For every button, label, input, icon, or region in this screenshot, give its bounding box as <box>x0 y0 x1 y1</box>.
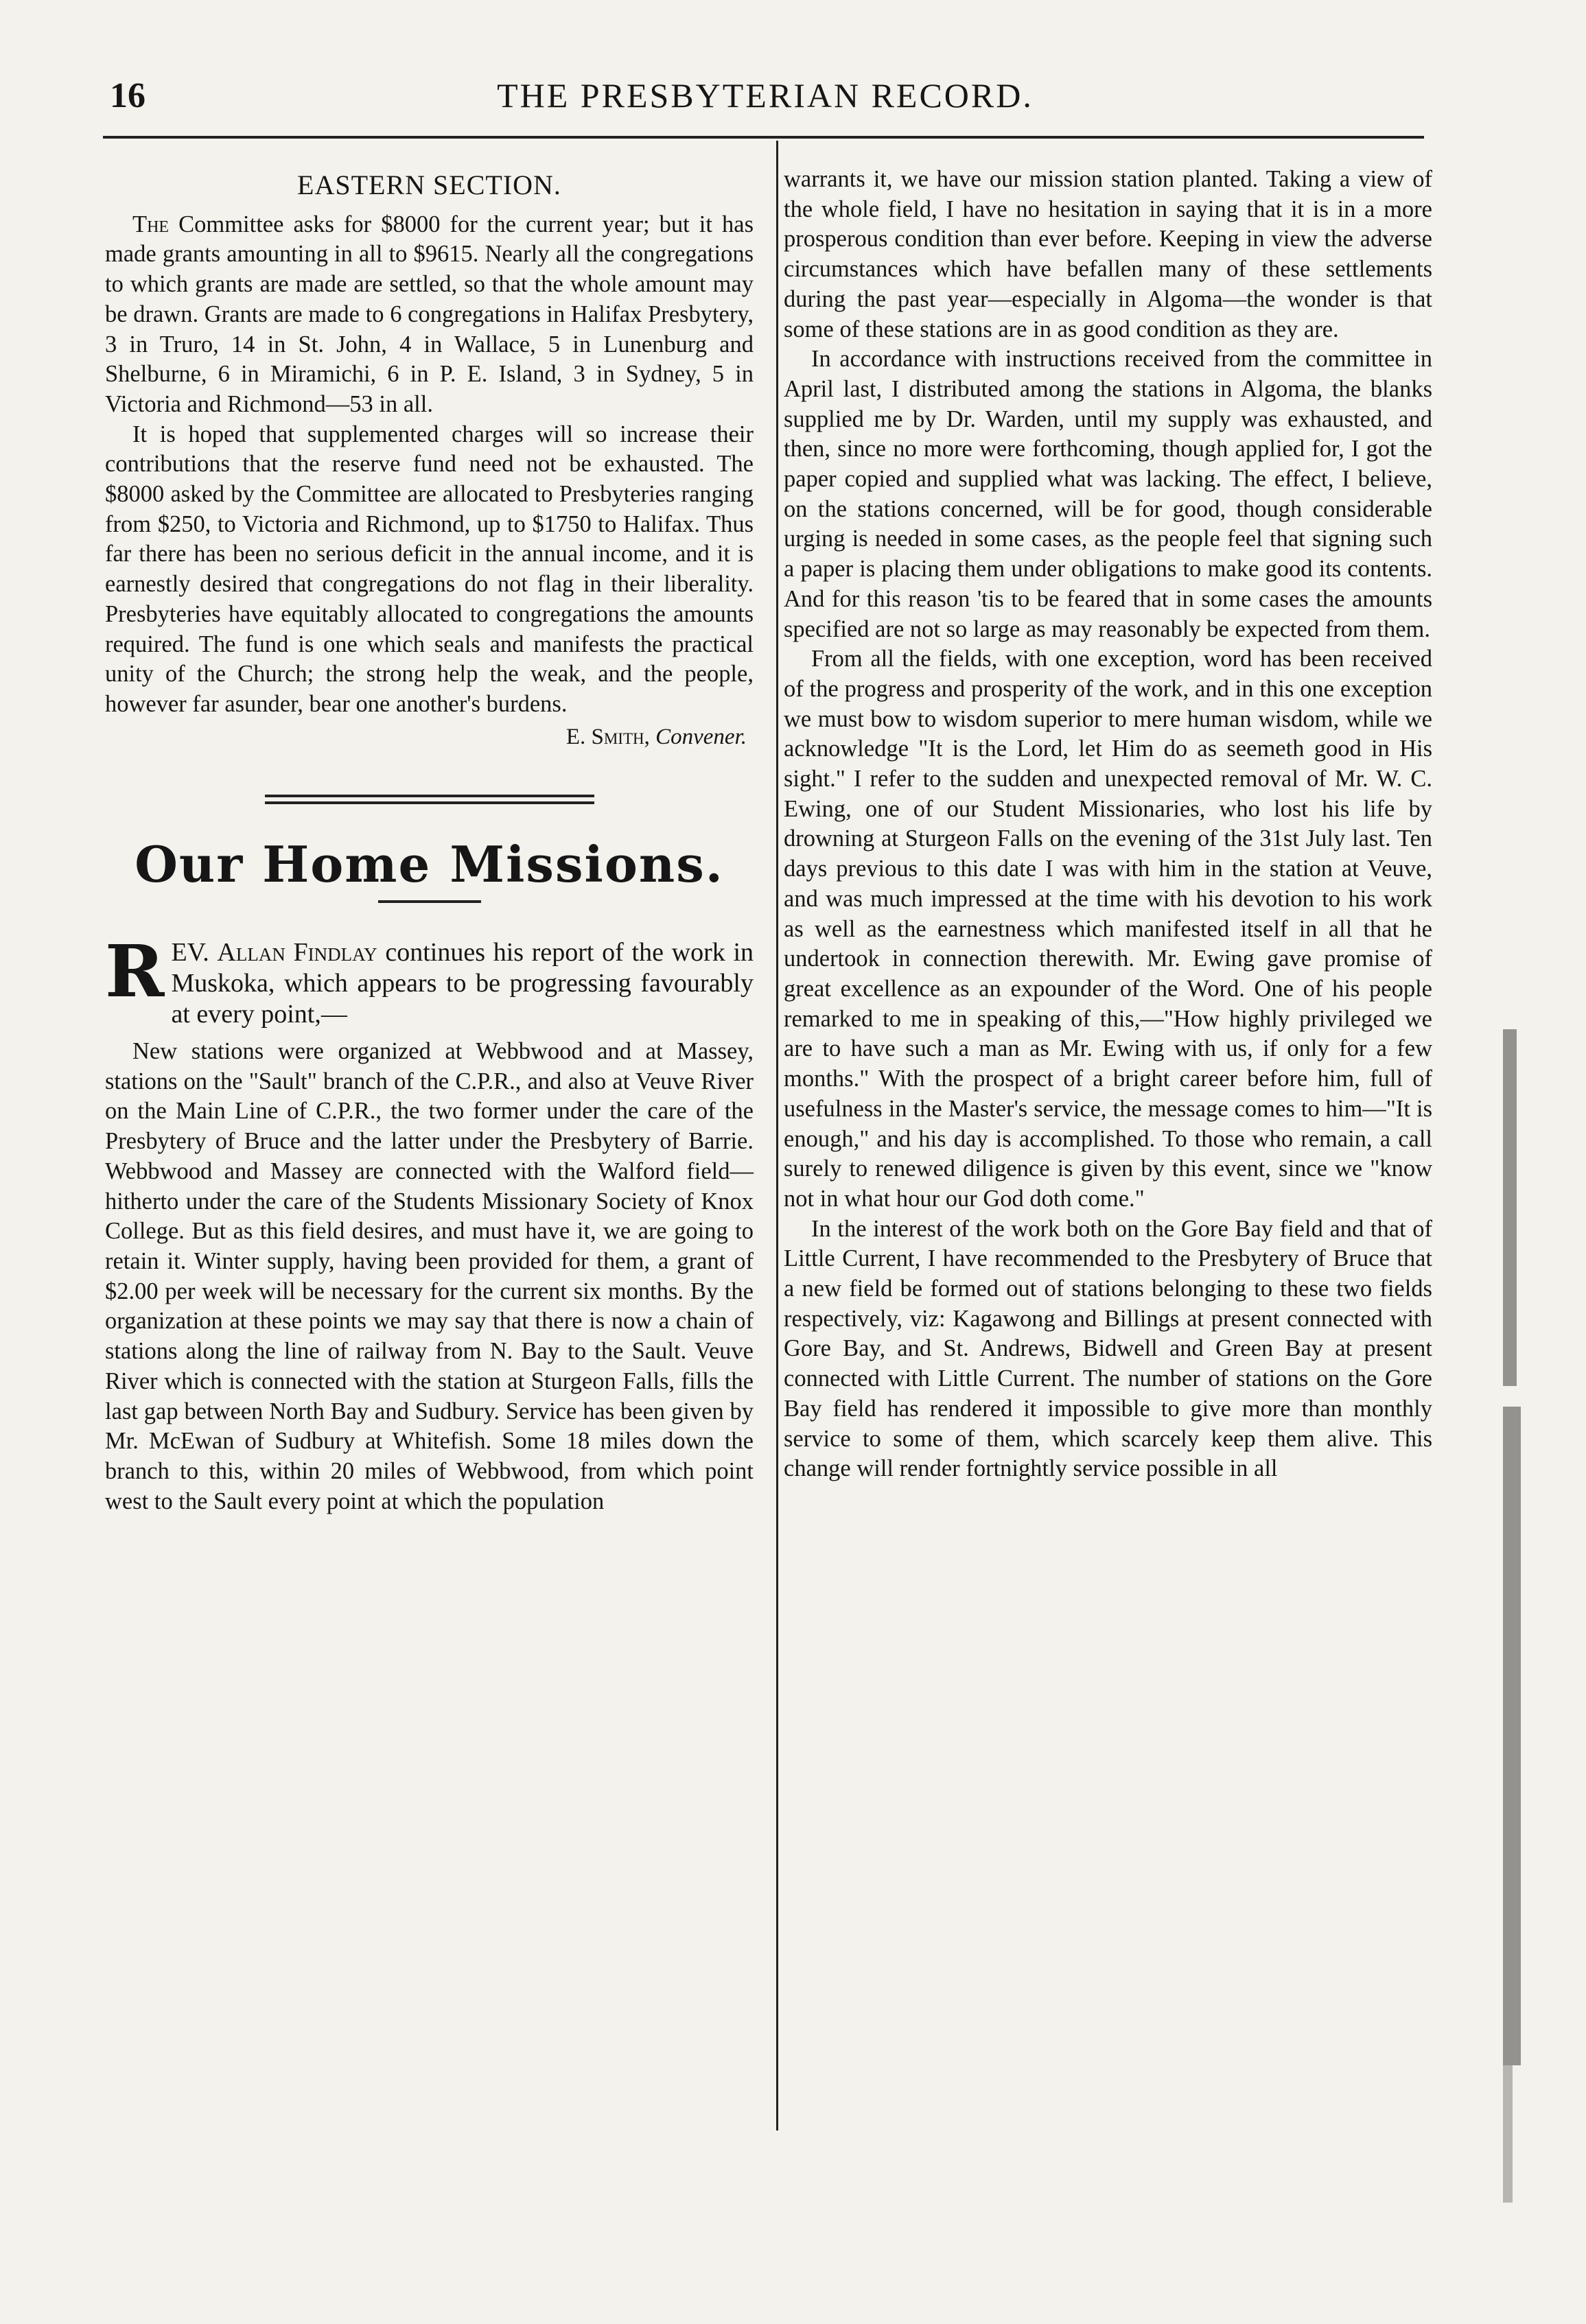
home-paragraph-r2: In accordance with instructions received from the committee in April last, I distributed among the stations in Algoma, the blanks supplied me by Dr. Warden, until my supply was exhausted, and then, since no more were forthcoming, though applied for, I got the paper copied and supplied what was lacking. The effect, I believe, on the stations concerned, will be for good, though considerable urging is needed in some cases, as the people feel that signing such a paper is placing them under obligations to make good its contents. And for this reason 'tis to be feared that in some cases the amounts specified are not so large as may reasonably be expected from them. <box>784 346 1432 642</box>
signature <box>105 723 747 753</box>
eastern-paragraph-2: It is hoped that supplemented charges will so increase their contributions that the reserve fund need not be exhausted. The $8000 asked by the Committee are allocated to Presbyteries ranging from $250, to Victoria and Richmond, up to $1750 to Halifax. Thus far there has been no serious deficit in the annual income, and it is earnestly desired that congregations do not flag in their liberality. Presbyteries have equitably allocated to congregations the amounts required. The fund is one which seals and manifests the practical unity of the Church; the strong help the weak, and the people, however far asunder, bear one another's burdens. <box>105 421 754 717</box>
intro-start: EV. <box>171 938 209 967</box>
signature-title: Convener. <box>655 724 747 749</box>
page-number: 16 <box>110 76 145 115</box>
short-rule <box>378 900 481 903</box>
intro-end: continues his report of the work in Muskoka, which appears to be progressing favourably at every point,— <box>171 938 754 1029</box>
eastern-section-heading: EASTERN SECTION. <box>297 169 561 200</box>
scan-edge-mark <box>1503 2065 1513 2203</box>
header-rule <box>103 136 1424 139</box>
page-header <box>110 75 1421 124</box>
eastern-paragraph-1-text: Committee asks for $8000 for the current year; but it has made grants amounting in all to $9615. Nearly all the congregations to which grants are made are settled, so that the whole amount may be drawn. Grants are made to 6 congregations in Halifax Presbytery, 3 in Truro, 14 in St. John, 4 in Wallace, 5 in Lunenburg and Shelburne, 6 in Miramichi, 6 in P. E. Island, 3 in Sydney, 5 in Victoria and Richmond—53 in all. <box>105 211 754 417</box>
section-double-rule <box>265 795 594 804</box>
home-missions-heading: Our Home Missions. <box>135 835 724 894</box>
running-title: THE PRESBYTERIAN RECORD. <box>497 76 1034 115</box>
right-column <box>784 165 1432 1484</box>
home-intro <box>105 929 754 1030</box>
left-column <box>105 165 754 1516</box>
eastern-paragraph-1 <box>105 210 754 420</box>
scan-edge-mark <box>1503 1029 1517 1386</box>
intro-name: Allan Findlay <box>217 938 377 967</box>
home-paragraph-r4: In the interest of the work both on the Gore Bay field and that of Little Current, I have recommended to the Presbytery of Bruce that a new field be formed out of stations belonging to these two fields respectively, viz: Kagawong and Billings at present connected with Gore Bay, and St. Andrews, Bidwell and Green Bay at present connected with Little Current. The number of stations on the Gore Bay field has rendered it impossible to give more than monthly service to some of them, which scarcely keep them alive. This change will render fortnightly service possible in all <box>784 1215 1432 1482</box>
eastern-lead-word: The <box>132 211 170 237</box>
home-paragraph-r3: From all the fields, with one exception, word has been received of the progress and prosperity of the work, and in this one exception we must bow to wisdom superior to mere human wisdom, while we acknowledge "It is the Lord, let Him do as seemeth good in His sight." I refer to the sudden and unexpected removal of Mr. W. C. Ewing, one of our Student Missionaries, who lost his life by drowning at Sturgeon Falls on the evening of the 31st July last. Ten days previous to this date I was with him in the station at Veuve, and was much impressed at the time with his devotion to his work as well as the earnestness which manifested itself in all that he undertook in connection therewith. Mr. Ewing gave promise of great excellence as an expounder of the Word. One of his people remarked to me in speaking of this,—"How highly privileged we are to have such a man as Mr. Ewing with us, if only for a few months." With the prospect of a bright career before him, full of usefulness in the Master's service, the message comes to him—"It is enough," and his day is accomplished. To those who remain, a call surely to renewed diligence is given by this event, since we "know not in what hour our God doth come." <box>784 646 1432 1212</box>
scan-edge-mark <box>1503 1407 1521 2065</box>
column-divider <box>776 141 778 2131</box>
home-paragraph-left: New stations were organized at Webbwood and at Massey, stations on the "Sault" branch of the C.P.R., and also at Veuve River on the Main Line of C.P.R., the two former under the care of the Presbytery of Bruce and the latter under the Presbytery of Barrie. Webbwood and Massey are connected with the Walford field—hitherto under the care of the Students Missionary Society of Knox College. But as this field desires, and must have it, we are going to retain it. Winter supply, having been provided for them, a grant of $2.00 per week will be necessary for the current six months. By the organization at these points we may say that there is now a chain of stations along the line of railway from N. Bay to the Sault. Veuve River which is connected with the station at Sturgeon Falls, fills the last gap between North Bay and Sudbury. Service has been given by Mr. McEwan of Sudbury at Whitefish. Some 18 miles down the branch to this, within 20 miles of Webbwood, from which point west to the Sault every point at which the population <box>105 1038 754 1514</box>
home-paragraph-r1: warrants it, we have our mission station planted. Taking a view of the whole field, I have no hesitation in saying that it is in a more prosperous condition than ever before. Keeping in view the adverse circumstances which have befallen many of these settlements during the past year—especially in Algoma—the wonder is that some of these stations are in as good condition as they are. <box>784 166 1432 342</box>
drop-cap: R <box>105 929 165 1014</box>
signature-name: E. Smith, <box>565 724 650 749</box>
